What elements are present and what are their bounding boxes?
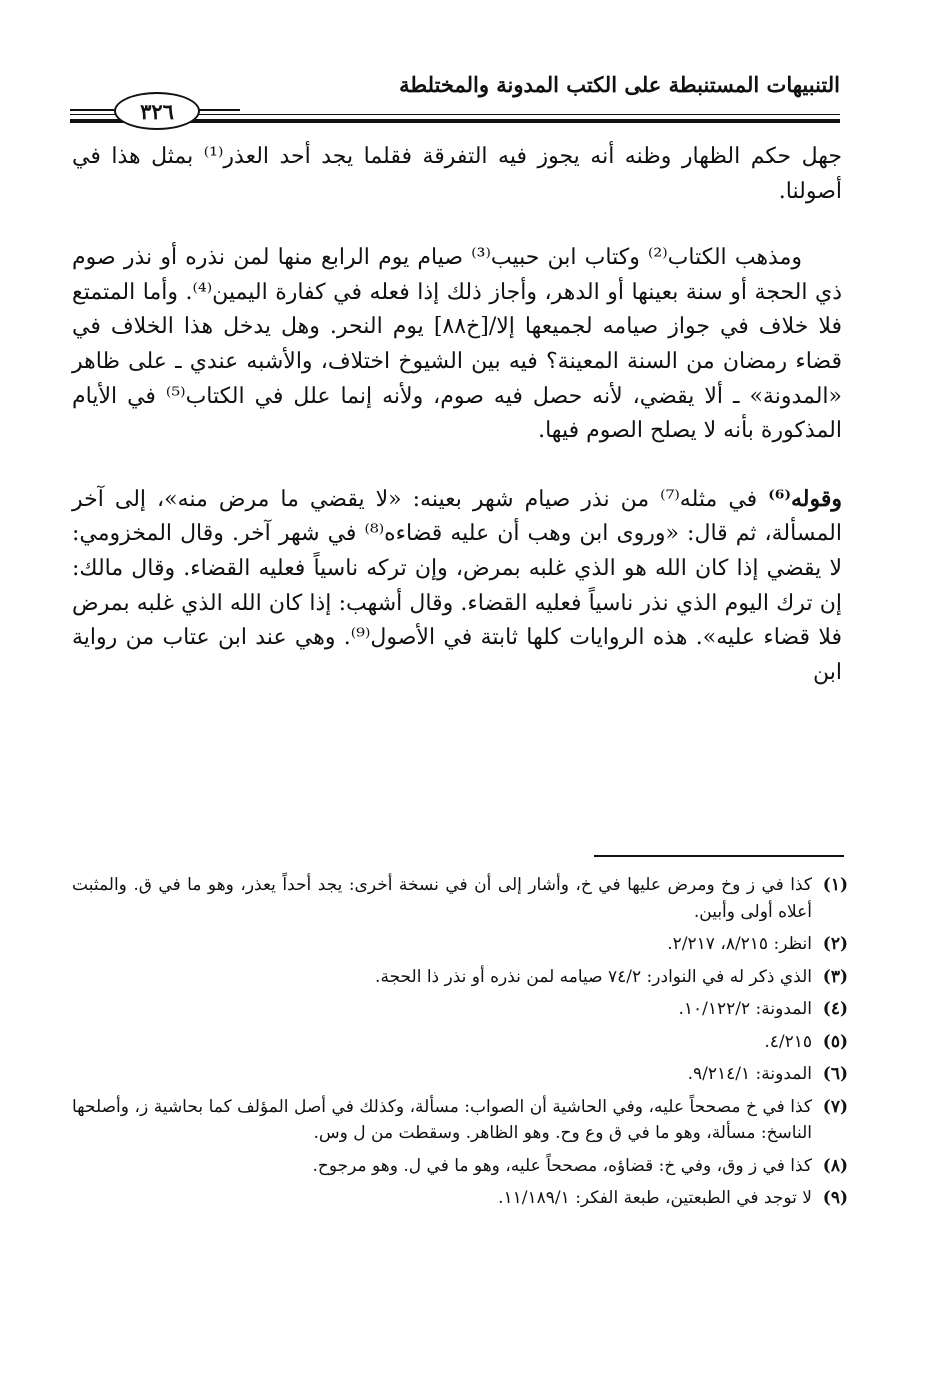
footnote bbox=[72, 1094, 848, 1147]
footnote-number: (٢) bbox=[822, 934, 848, 954]
footnote bbox=[72, 1185, 848, 1212]
page-number-ornament-left bbox=[70, 109, 114, 111]
footnotes bbox=[72, 872, 848, 1218]
page-header bbox=[70, 70, 840, 130]
footnote bbox=[72, 1153, 848, 1180]
footnote-number: (٨) bbox=[822, 1155, 848, 1176]
paragraph-2: ومذهب الكتاب⁽²⁾ وكتاب ابن حبيب⁽³⁾ صيام يوم الرابع منها لمن نذره أو نذر صوم ذي الحجة أو سنة بعينها أو الدهر، وأجاز ذلك إذا فعله في كفارة اليمين⁽⁴⁾. وأما المتمتع فلا خلاف في جواز صيامه لجميعها إلا/[خ٨٨] يوم النحر. وهل يدخل هذا الخلاف في قضاء رمضان من السنة المعينة؟ فيه بين الشيوخ اختلاف، والأشبه عندي ـ على ظاهر «المدونة» ـ ألا يقضي، لأنه حصل فيه صوم، ولأنه إنما علل في الكتاب⁽⁵⁾ في الأيام المذكورة بأنه لا يصلح الصوم فيها. bbox=[72, 245, 842, 444]
page-number-ornament-right bbox=[196, 109, 240, 111]
footnote-number: (٩) bbox=[822, 1188, 848, 1208]
footnote-number: (٥) bbox=[822, 1031, 848, 1052]
footnote-text: انظر: ٨/٢١٥، ٢/٢١٧. bbox=[667, 934, 812, 954]
footnote-number: (٣) bbox=[822, 966, 848, 987]
paragraph-3 bbox=[72, 482, 842, 691]
footnote-number: (١) bbox=[822, 875, 848, 895]
paragraph-3-lead: وقوله⁽⁶⁾ bbox=[768, 485, 842, 512]
footnote bbox=[72, 1061, 848, 1088]
footnote-text: المدونة: ١٠/١٢٢/٢. bbox=[678, 999, 812, 1019]
running-title: التنبيهات المستنبطة على الكتب المدونة والمختلطة bbox=[399, 72, 840, 97]
footnote-number: (٤) bbox=[822, 999, 848, 1019]
paragraph-3-text: في مثله⁽⁷⁾ من نذر صيام شهر بعينه: «لا يقضي ما مرض منه»، إلى آخر المسألة، ثم قال: «وروى ابن وهب أن عليه قضاءه⁽⁸⁾ في شهر آخر. وقال المخزومي: لا يقضي إذا كان الله هو الذي غلبه بمرض، وإن تركه ناسياً فعليه القضاء. وقال مالك: إن ترك اليوم الذي نذر ناسياً فعليه القضاء. وقال أشهب: إذا كان الله الذي غلبه بمرض فلا قضاء عليه». هذه الروايات كلها ثابتة في الأصول⁽⁹⁾. وهي عند ابن عتاب من رواية ابن bbox=[72, 486, 842, 685]
paragraph-1: جهل حكم الظهار وظنه أنه يجوز فيه التفرقة فقلما يجد أحد العذر⁽¹⁾ بمثل هذا في أصولنا. bbox=[72, 144, 843, 204]
footnote bbox=[72, 931, 848, 958]
footnote-text: كذا في ز وخ ومرض عليها في خ، وأشار إلى أن في نسخة أخرى: يجد أحداً يعذر، وهو ما في ق. والمثبت أعلاه أولى وأبين. bbox=[72, 875, 812, 922]
footnote-text: كذا في ز وق، وفي خ: قضاؤه، مصححاً عليه، وهو ما في ل. وهو مرجوح. bbox=[312, 1155, 812, 1176]
page-number: ٣٢٦ bbox=[114, 92, 200, 130]
footnote-text: المدونة: ٩/٢١٤/١. bbox=[687, 1064, 812, 1084]
footnote bbox=[72, 1029, 848, 1056]
footnote-number: (٦) bbox=[822, 1064, 848, 1084]
footnote-text: ٤/٢١٥. bbox=[764, 1031, 812, 1052]
footnote-number: (٧) bbox=[822, 1096, 848, 1117]
footnote-text: الذي ذكر له في النوادر: ٧٤/٢ صيامه لمن نذره أو نذر ذا الحجة. bbox=[375, 966, 812, 987]
footnote-text: كذا في خ مصححاً عليه، وفي الحاشية أن الصواب: مسألة، وكذلك في أصل المؤلف كما بحاشية ز، وأصلحها الناسخ: مسألة، وهو ما في ق وع وح. وهو الظاهر. وسقطت من ل وس. bbox=[72, 1096, 812, 1143]
main-text bbox=[72, 140, 842, 690]
footnote bbox=[72, 964, 848, 991]
footnote bbox=[72, 872, 848, 925]
footnote bbox=[72, 996, 848, 1023]
footnote-text: لا توجد في الطبعتين، طبعة الفكر: ١١/١٨٩/١. bbox=[498, 1188, 812, 1208]
footnote-separator bbox=[594, 855, 844, 857]
